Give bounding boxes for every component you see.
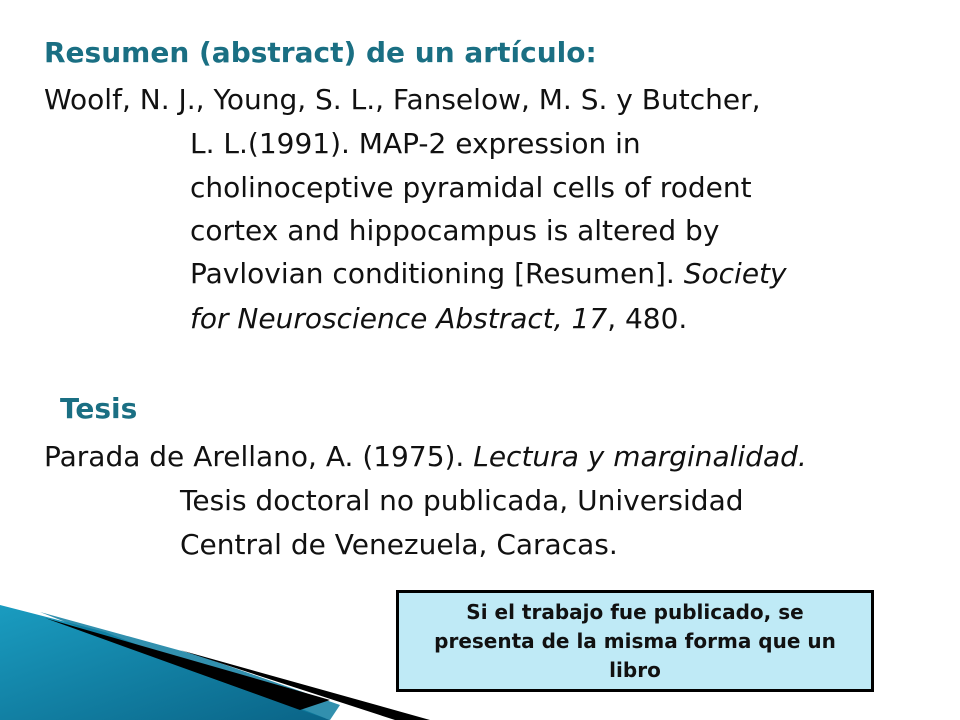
abstract-citation-line-4: cortex and hippocampus is altered by (190, 214, 720, 247)
thesis-author-year: Parada de Arellano, A. (1975). (44, 440, 474, 473)
abstract-citation-line-3: cholinoceptive pyramidal cells of rodent (190, 171, 752, 204)
abstract-citation-line-6 (190, 297, 687, 341)
journal-title-part-2: for Neuroscience Abstract, 17 (190, 302, 608, 335)
abstract-citation-page: , 480. (607, 302, 688, 335)
thesis-citation-line-3: Central de Venezuela, Caracas. (180, 528, 618, 561)
callout-text: Si el trabajo fue publicado, se presenta de la misma forma que un libro (434, 599, 836, 682)
thesis-heading: Tesis (60, 392, 138, 425)
abstract-citation-line-1: Woolf, N. J., Young, S. L., Fanselow, M. S. y Butcher, (44, 83, 761, 116)
abstract-citation-line-2: L. L.(1991). MAP-2 expression in (190, 127, 641, 160)
journal-title-part-1: Society (683, 257, 787, 290)
thesis-title: Lectura y marginalidad. (473, 440, 807, 473)
callout-box (396, 590, 874, 692)
abstract-citation-line-5-text: Pavlovian conditioning [Resumen]. (190, 257, 684, 290)
abstract-citation-line-5 (190, 252, 787, 296)
thesis-citation-line-2: Tesis doctoral no publicada, Universidad (180, 484, 744, 517)
thesis-citation-line-1 (44, 435, 807, 479)
abstract-heading: Resumen (abstract) de un artículo: (44, 36, 597, 69)
